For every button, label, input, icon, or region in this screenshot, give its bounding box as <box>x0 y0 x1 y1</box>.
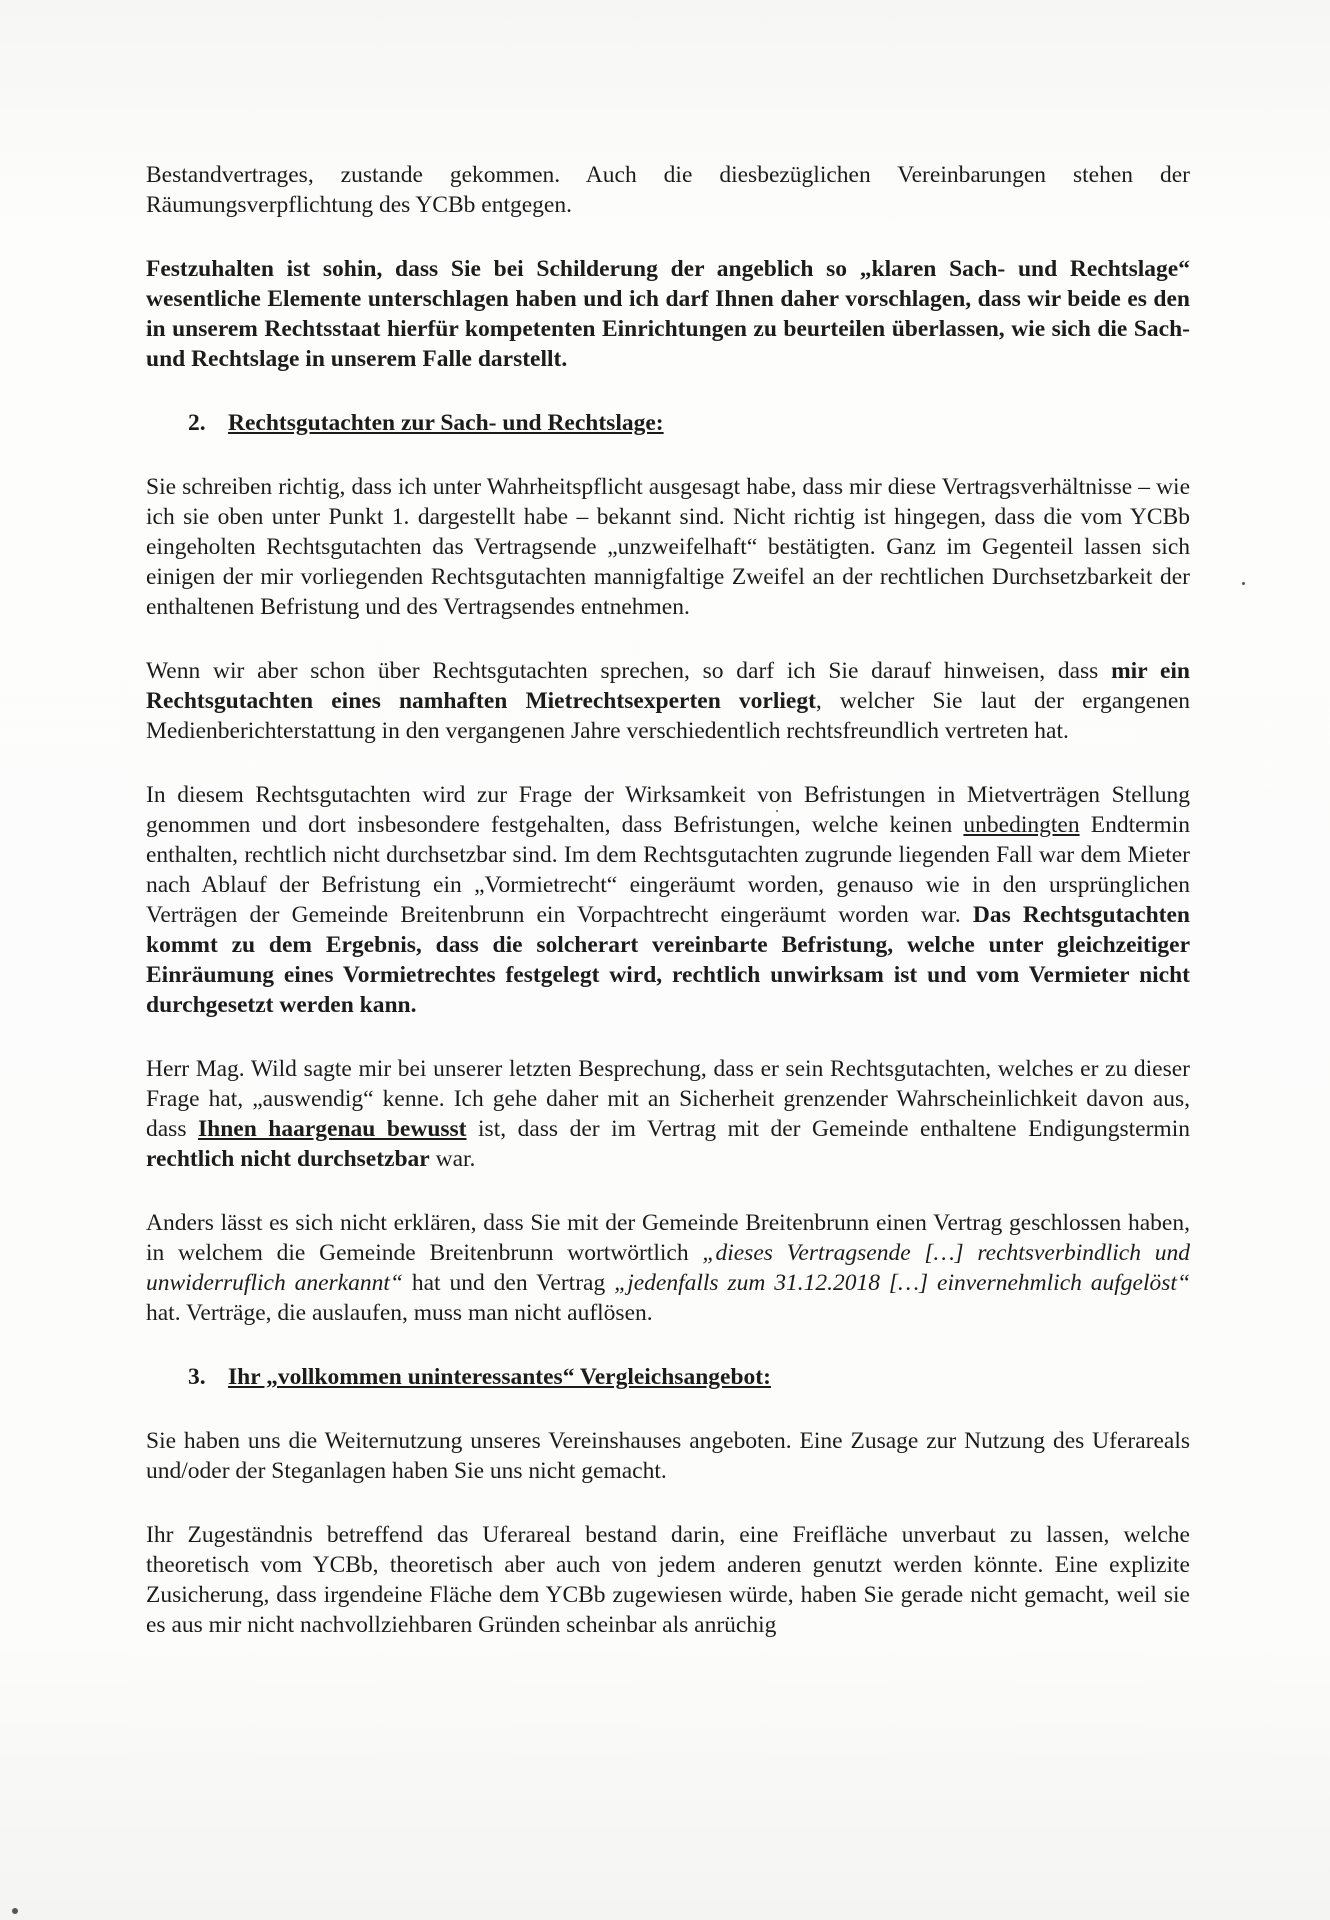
underlined-text: unbedingten <box>963 812 1080 838</box>
section-heading-3 <box>188 1362 1190 1392</box>
letter-body <box>146 160 1190 1674</box>
paragraph-mag-wild <box>146 1054 1190 1174</box>
text-run: Anders lässt es sich nicht erklären, dass Sie mit der Gemeinde Breitenbrunn einen Vertrag geschlossen haben, in welchem die Gemeinde Breitenbrunn wortwörtlich <box>146 1210 1190 1266</box>
paragraph-conclusion: Festzuhalten ist sohin, dass Sie bei Schilderung der angeblich so „klaren Sach- und Rechtslage“ wesentliche Elemente unterschlagen haben und ich darf Ihnen daher vorschlagen, dass wir beide es den in unserem Rechtsstaat hierfür kompetenten Einrichtungen zu beurteilen überlassen, wie sich die Sach- und Rechtslage in unserem Falle darstellt. <box>146 256 1190 372</box>
text-run: , welcher Sie laut der ergangenen Medienberichterstattung in den vergangenen Jahre verschiedentlich rechtsfreundlich vertreten hat. <box>146 688 1190 744</box>
paragraph-continuation: Bestandvertrages, zustande gekommen. Auch die diesbezüglichen Vereinbarungen stehen der Räumungsverpflichtung des YCBb entgegen. <box>146 162 1190 218</box>
section-number: 2. <box>188 410 206 436</box>
text-run: Endtermin enthalten, rechtlich nicht durchsetzbar sind. Im dem Rechtsgutachten zugrunde liegenden Fall war dem Mieter nach Ablauf der Befristung ein „Vormietrecht“ eingeräumt worden, genauso wie in den ursprünglichen Verträgen der Gemeinde Breitenbrunn ein Vorpachtrecht eingeräumt worden war. <box>146 812 1190 928</box>
section-title: Ihr „vollkommen uninteressantes“ Vergleichsangebot: <box>228 1364 771 1390</box>
section-number: 3. <box>188 1364 206 1390</box>
paragraph-expert-opinion <box>146 656 1190 746</box>
section-heading-2 <box>188 408 1190 438</box>
paragraph-offer: Sie haben uns die Weiternutzung unseres Vereinshauses angeboten. Eine Zusage zur Nutzung des Uferareals und/oder der Steganlagen haben Sie uns nicht gemacht. <box>146 1428 1190 1484</box>
section-title: Rechtsgutachten zur Sach- und Rechtslage: <box>228 410 664 436</box>
text-run: In diesem Rechtsgutachten wird zur Frage der Wirksamkeit von Befristungen in Mietverträgen Stellung genommen und dort insbesondere festgehalten, dass Befristungen, welche keinen <box>146 782 1190 838</box>
italic-quote: „dieses Vertragsende […] rechtsverbindlich und unwiderruflich anerkannt“ <box>146 1240 1190 1296</box>
bold-text: Das Rechtsgutachten kommt zu dem Ergebnis, dass die solcherart vereinbarte Befristung, welche unter gleichzeitiger Einräumung eines Vormietrechtes festgelegt wird, rechtlich unwirksam ist und vom Vermieter nicht durchgesetzt werden kann. <box>146 902 1190 1018</box>
text-run: Herr Mag. Wild sagte mir bei unserer letzten Besprechung, dass er sein Rechtsgutachten, welches er zu dieser Frage hat, „auswendig“ kenne. Ich gehe daher mit an Sicherheit grenzender Wahrscheinlichkeit davon aus, dass <box>146 1056 1190 1142</box>
text-run: ist, dass der im Vertrag mit der Gemeinde enthaltene Endigungstermin <box>466 1116 1190 1142</box>
bold-text: mir ein Rechtsgutachten eines namhaften Mietrechtsexperten vorliegt <box>146 658 1190 714</box>
scan-speck <box>1242 582 1245 585</box>
text-run: hat und den Vertrag <box>402 1270 615 1296</box>
paragraph-shore-area: Ihr Zugeständnis betreffend das Uferareal bestand darin, eine Freifläche unverbaut zu lassen, welche theoretisch vom YCBb, theoretisch aber auch von jedem anderen genutzt werden könnte. Eine explizite Zusicherung, dass irgendeine Fläche dem YCBb zugewiesen würde, haben Sie gerade nicht gemacht, weil sie es aus mir nicht nachvollziehbaren Gründen scheinbar als anrüchig <box>146 1522 1190 1638</box>
bold-text: rechtlich nicht durchsetzbar <box>146 1146 430 1172</box>
scan-speck <box>12 1908 18 1914</box>
paragraph-fixed-term <box>146 780 1190 1020</box>
text-run: war. <box>429 1146 476 1172</box>
text-run: Wenn wir aber schon über Rechtsgutachten sprechen, so darf ich Sie darauf hinweisen, dass <box>146 658 1112 684</box>
paragraph-contract-quote <box>146 1208 1190 1328</box>
text-run: hat. Verträge, die auslaufen, muss man nicht auflösen. <box>146 1300 653 1326</box>
bold-underlined-text: Ihnen haargenau bewusst <box>197 1116 467 1142</box>
italic-quote: „jedenfalls zum 31.12.2018 […] einvernehmlich aufgelöst“ <box>614 1270 1191 1296</box>
paragraph-legal-opinions: Sie schreiben richtig, dass ich unter Wahrheitspflicht ausgesagt habe, dass mir diese Vertragsverhältnisse – wie ich sie oben unter Punkt 1. dargestellt habe – bekannt sind. Nicht richtig ist hingegen, dass die vom YCBb eingeholten Rechtsgutachten das Vertragsende „unzweifelhaft“ bestätigten. Ganz im Gegenteil lassen sich einigen der mir vorliegenden Rechtsgutachten mannigfaltige Zweifel an der rechtlichen Durchsetzbarkeit der enthaltenen Befristung und des Vertragsendes entnehmen. <box>146 474 1190 620</box>
